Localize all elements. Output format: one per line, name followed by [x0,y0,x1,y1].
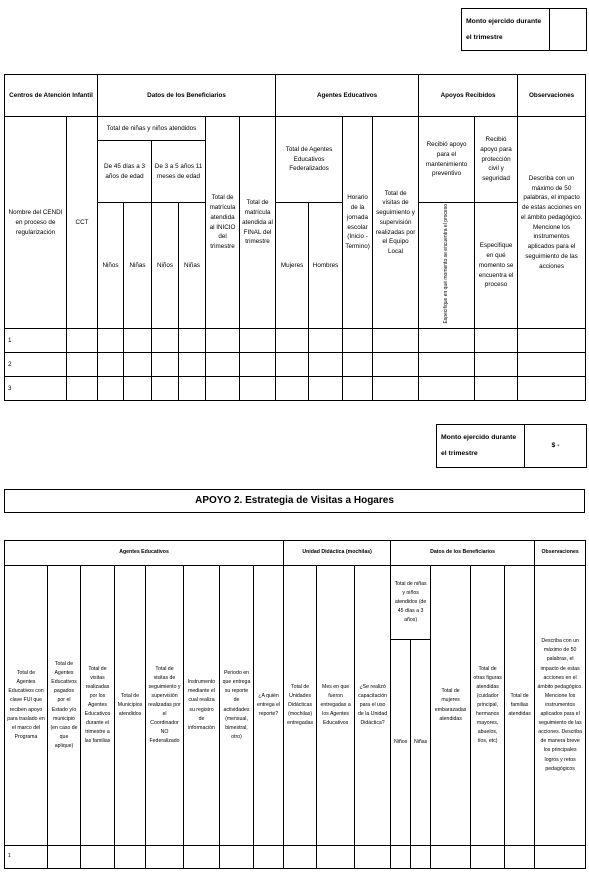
label-ninos: Niños [391,640,411,846]
label-mujeres: Mujeres [276,203,309,329]
col-mujeres-embarazadas: Total de mujeres embarazadas atendidas [431,566,471,846]
col-cct: CCT [67,117,98,329]
section-title: APOYO 2. Estrategia de Visitas a Hogares [4,489,585,513]
label-ninas-1: Niñas [124,203,152,329]
header-agentes-educativos: Agentes Educativos [276,75,419,117]
col-matricula-final: Total de matrícula atendida al FINAL del trimestre [240,117,276,329]
col-periodo-reporte: Periodo en que entrega su reporte de actividades (mensual, bimestral, otro) [220,566,254,846]
label-ninas: Niñas [411,640,431,846]
col-horario: Horario de la jornada escolar (Inicio - Termino) [343,117,373,329]
monto-top-table [461,8,587,51]
col-visitas-coordinador: Total de visitas de seguimiento y supervisión realizadas por el Coordinador NO Federalizado [146,566,184,846]
col-total-unidades: Total de Unidades Didácticas (mochilas) entregadas [284,566,317,846]
col-nombre-cendi: Nombre del CENDI en proceso de regularización [5,117,67,329]
row-number: 1 [5,329,67,353]
col-recibio-proteccion: Recibió apoyo para protección civil y seguridad [475,117,518,203]
monto-mid-label: Monto ejercido durante el trimestre [437,425,525,468]
monto-mid-table [436,424,587,468]
header-agentes-educativos-2: Agentes Educativos [5,541,284,566]
col-capacitacion: ¿Se realizó capacitación para el uso de la Unidad Didáctica? [355,566,391,846]
label-ninas-2: Niñas [179,203,206,329]
label-hombres: Hombres [309,203,343,329]
col-instrumento-registro: Instrumento mediante el cual realiza su registro de información [184,566,220,846]
header-observaciones: Observaciones [518,75,586,117]
visitas-table [4,540,586,869]
col-total-visitas-familias: Total de visitas realizadas por los Agentes Educativos durante el trimestre a las familias [81,566,115,846]
monto-mid-value: $ - [525,425,587,468]
col-observaciones-text: Describa con un máximo de 50 palabras, el impacto de estas acciones en el ámbito pedagógico. Mencione los instrumentos aplicados para el seguimiento de las acciones [518,117,586,329]
col-agentes-pagados: Total de Agentes Educativos pagados por el Estado y/o municipio (en caso de que aplique) [48,566,81,846]
col-de-45-dias: De 45 días a 3 años de edad [98,141,152,203]
monto-top-label: Monto ejercido durante el trimestre [462,9,550,51]
row-number: 2 [5,353,67,377]
col-total-ninos: Total de niñas y niños atendidos [98,117,206,141]
header-centros: Centros de Atención Infantil [5,75,98,117]
label-ninos-1: Niños [98,203,124,329]
col-total-agentes-fed: Total de Agentes Educativos Federalizados [276,117,343,203]
col-total-municipios: Total de Municipios atendidos [115,566,146,846]
col-agentes-fui: Total de Agentes Educativos con clave FUI que reciben apoyo para traslado en el marco del Programa [5,566,48,846]
col-especifique-etapa: Especifique en qué momento se encuentra el proceso [475,203,518,329]
col-total-visitas: Total de visitas de seguimiento y supervisión realizadas por el Equipo Local [373,117,419,329]
col-total-familias: Total de familias atendidas [505,566,535,846]
especifique-momento-text: Especifique en qué momento se encuentra el proceso [443,204,450,324]
col-observaciones-text-2: Describa con un máximo de 50 palabras, el impacto de estas acciones en el ámbito pedagógico. Mencione los instrumentos aplicados para el seguimiento de las acciones. Describa de manera breve los principales logros y retos pedagógicos [535,566,586,846]
col-recibio-apoyo: Recibió apoyo para el mantenimiento preventivo [419,117,475,203]
header-observaciones-2: Observaciones [535,541,586,566]
monto-top-value [550,9,587,51]
header-datos-beneficiarios-2: Datos de los Beneficiarios [391,541,535,566]
row-number: 3 [5,377,67,401]
col-a-quien-reporte: ¿A quién entrega el reporte? [254,566,284,846]
col-mes-entrega: Mes en que fueron entregadas a los Agentes Educativos [317,566,355,846]
col-otras-figuras: Total de otras figuras atendidas (cuidador principal, hermanos mayores, abuelos, tíos, etc) [471,566,505,846]
header-unidad-didactica: Unidad Didáctica (mochilas) [284,541,391,566]
col-total-ninos-2: Total de niñas y niños atendidos (de 45 días a 3 años) [391,566,431,640]
col-especifique-momento [419,203,475,329]
header-apoyos-recibidos: Apoyos Recibidos [419,75,518,117]
col-matricula-inicio: Total de matrícula atendida al INICIO del trimestre [206,117,240,329]
centros-table [4,74,586,401]
label-ninos-2: Niños [152,203,179,329]
row-number: 1 [5,846,48,869]
header-datos-beneficiarios: Datos de los Beneficiarios [98,75,276,117]
col-de-3-a-5: De 3 a 5 años 11 meses de edad [152,141,206,203]
